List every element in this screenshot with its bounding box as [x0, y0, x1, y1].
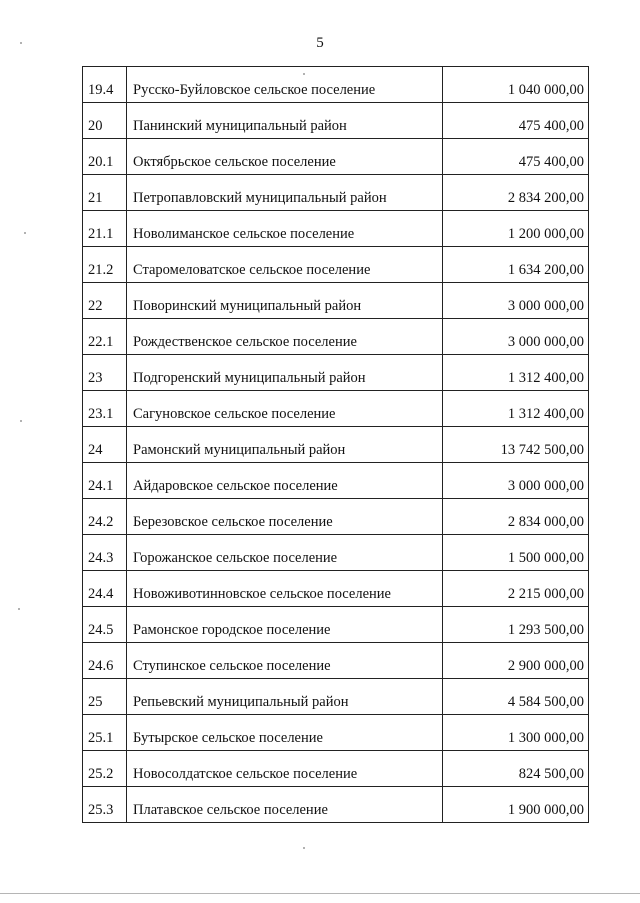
allocation-amount: 1 293 500,00: [443, 607, 589, 643]
municipality-name: Панинский муниципальный район: [127, 103, 443, 139]
table-row: [83, 643, 589, 679]
municipality-name: Горожанское сельское поселение: [127, 535, 443, 571]
row-number: 25.1: [83, 715, 127, 751]
allocation-amount: 1 634 200,00: [443, 247, 589, 283]
row-number: 21.1: [83, 211, 127, 247]
allocation-table-grid: [82, 66, 589, 823]
table-row: [83, 283, 589, 319]
table-body: [83, 67, 589, 823]
allocation-amount: 824 500,00: [443, 751, 589, 787]
municipality-name: Репьевский муниципальный район: [127, 679, 443, 715]
table-row: [83, 499, 589, 535]
table-row: [83, 679, 589, 715]
row-number: 24.1: [83, 463, 127, 499]
scan-speck: [303, 73, 305, 75]
allocation-amount: 2 900 000,00: [443, 643, 589, 679]
row-number: 19.4: [83, 67, 127, 103]
allocation-table: [82, 66, 588, 823]
allocation-amount: 2 834 000,00: [443, 499, 589, 535]
table-row: [83, 319, 589, 355]
municipality-name: Березовское сельское поселение: [127, 499, 443, 535]
allocation-amount: 1 900 000,00: [443, 787, 589, 823]
row-number: 24.6: [83, 643, 127, 679]
allocation-amount: 1 040 000,00: [443, 67, 589, 103]
allocation-amount: 2 834 200,00: [443, 175, 589, 211]
row-number: 20: [83, 103, 127, 139]
row-number: 24.2: [83, 499, 127, 535]
table-row: [83, 103, 589, 139]
scan-speck: [24, 232, 26, 234]
municipality-name: Платавское сельское поселение: [127, 787, 443, 823]
scan-speck: [303, 847, 305, 849]
row-number: 21.2: [83, 247, 127, 283]
allocation-amount: 1 200 000,00: [443, 211, 589, 247]
allocation-amount: 3 000 000,00: [443, 463, 589, 499]
municipality-name: Новоживотинновское сельское поселение: [127, 571, 443, 607]
allocation-amount: 1 312 400,00: [443, 355, 589, 391]
table-row: [83, 751, 589, 787]
table-row: [83, 427, 589, 463]
allocation-amount: 2 215 000,00: [443, 571, 589, 607]
allocation-amount: 1 300 000,00: [443, 715, 589, 751]
municipality-name: Айдаровское сельское поселение: [127, 463, 443, 499]
row-number: 22.1: [83, 319, 127, 355]
row-number: 23.1: [83, 391, 127, 427]
table-row: [83, 715, 589, 751]
allocation-amount: 4 584 500,00: [443, 679, 589, 715]
table-row: [83, 355, 589, 391]
municipality-name: Рождественское сельское поселение: [127, 319, 443, 355]
table-row: [83, 535, 589, 571]
table-row: [83, 571, 589, 607]
table-row: [83, 247, 589, 283]
allocation-amount: 1 500 000,00: [443, 535, 589, 571]
row-number: 22: [83, 283, 127, 319]
municipality-name: Ступинское сельское поселение: [127, 643, 443, 679]
municipality-name: Октябрьское сельское поселение: [127, 139, 443, 175]
municipality-name: Старомеловатское сельское поселение: [127, 247, 443, 283]
municipality-name: Новолиманское сельское поселение: [127, 211, 443, 247]
municipality-name: Сагуновское сельское поселение: [127, 391, 443, 427]
allocation-amount: 3 000 000,00: [443, 319, 589, 355]
row-number: 24.4: [83, 571, 127, 607]
row-number: 25: [83, 679, 127, 715]
table-row: [83, 607, 589, 643]
row-number: 23: [83, 355, 127, 391]
municipality-name: Рамонское городское поселение: [127, 607, 443, 643]
allocation-amount: 13 742 500,00: [443, 427, 589, 463]
row-number: 25.2: [83, 751, 127, 787]
municipality-name: Русско-Буйловское сельское поселение: [127, 67, 443, 103]
row-number: 24.3: [83, 535, 127, 571]
row-number: 24.5: [83, 607, 127, 643]
allocation-amount: 1 312 400,00: [443, 391, 589, 427]
table-row: [83, 463, 589, 499]
scan-speck: [20, 42, 22, 44]
municipality-name: Поворинский муниципальный район: [127, 283, 443, 319]
row-number: 20.1: [83, 139, 127, 175]
table-row: [83, 211, 589, 247]
allocation-amount: 3 000 000,00: [443, 283, 589, 319]
row-number: 21: [83, 175, 127, 211]
municipality-name: Рамонский муниципальный район: [127, 427, 443, 463]
municipality-name: Бутырское сельское поселение: [127, 715, 443, 751]
table-row: [83, 139, 589, 175]
page-number: 5: [316, 35, 324, 51]
scan-speck: [18, 608, 20, 610]
page-bottom-edge: [0, 893, 640, 894]
table-row: [83, 391, 589, 427]
municipality-name: Петропавловский муниципальный район: [127, 175, 443, 211]
allocation-amount: 475 400,00: [443, 139, 589, 175]
municipality-name: Подгоренский муниципальный район: [127, 355, 443, 391]
row-number: 24: [83, 427, 127, 463]
row-number: 25.3: [83, 787, 127, 823]
table-row: [83, 175, 589, 211]
allocation-amount: 475 400,00: [443, 103, 589, 139]
table-row: [83, 787, 589, 823]
scan-speck: [20, 420, 22, 422]
table-row: [83, 67, 589, 103]
municipality-name: Новосолдатское сельское поселение: [127, 751, 443, 787]
